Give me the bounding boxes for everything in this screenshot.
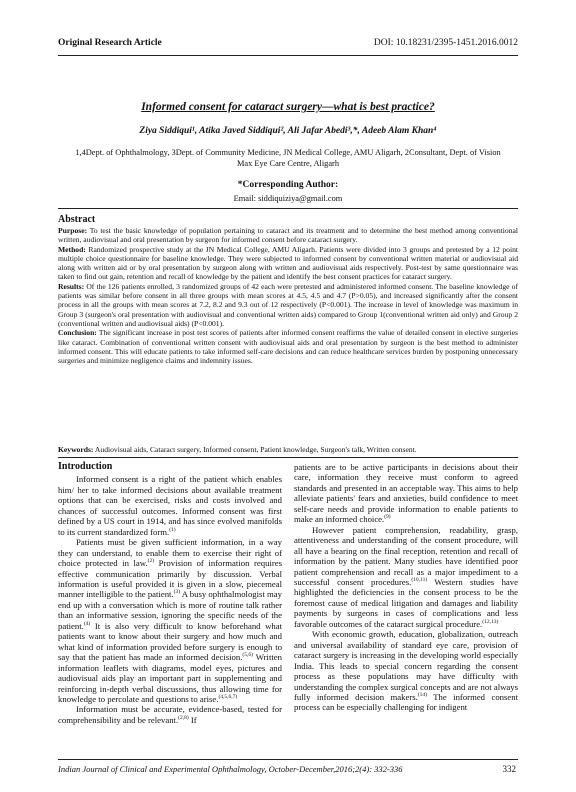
text-run: A busy ophthalmologist may end up with a conversation which is more of routine talk rather than an informative session, ignoring the specific needs of the patient.	[58, 589, 283, 631]
keywords-bottom-rule	[58, 457, 518, 458]
abstract-results	[58, 282, 518, 328]
paragraph	[294, 629, 518, 713]
conclusion-label: Conclusion:	[58, 328, 97, 338]
citation: (1)	[169, 526, 176, 533]
method-text: Randomized prospective study at the JN Medical College, AMU Aligarh. Patients were divided into 3 groups and pretested by a 12 point multiple choice questionnaire for baseline knowledge. They were subjected to informed consent by conventional written material or audiovisual aid along with written aid or by oral presentation by surgeon along with written and audiovisual aids respectively. Post-test by same questionnaire was taken to find out gain, retention and recall of knowledge by the patient and identify the best consent practices for cataract surgery.	[58, 244, 518, 282]
paragraph	[58, 537, 282, 704]
text-run: With economic growth, education, globalization, outreach and universal availability of standard eye care, provision of cataract surgery is increasing in the developing world especially India. This leads to special concern regarding the consent process as these populations may have difficulty with understanding the complex surgical concepts and are not always fully informed decision makers.	[294, 629, 518, 702]
method-label: Method:	[58, 244, 86, 254]
citation: (2,8)	[178, 714, 189, 721]
citation: (14)	[417, 692, 427, 699]
left-column	[58, 462, 282, 725]
text-run: It is also very difficult to know beforehand what patients want to know about their surgery and how much and what kind of information provided before surgery is enough to say that the patient has made an informed decision.	[58, 620, 282, 663]
abstract-conclusion	[58, 328, 518, 365]
abstract-purpose	[58, 226, 518, 245]
citation: (2)	[147, 558, 155, 565]
article-title: Informed consent for cataract surgery—what is best practice?	[141, 101, 435, 113]
abstract-top-rule	[58, 208, 518, 209]
keywords-label: Keywords:	[58, 445, 94, 454]
abstract-heading: Abstract	[58, 214, 96, 225]
text-run: Western studies have highlighted the deficiencies in the consent process to be the foremost cause of medical litigation and damages and liability payments by surgeons in cases of complications and less favorable outcomes of the cataract surgical procedure.	[294, 576, 518, 629]
corresponding-email[interactable]: Email: siddiquiziya@gmail.com	[233, 194, 343, 203]
purpose-text: To test the basic knowledge of population pertaining to cataract and its treatment and to determine the best method among conventional written, audiovisual and oral presentation by surgeon for informed consent before cataract surgery.	[58, 226, 518, 245]
article-type-label: Original Research Article	[58, 38, 162, 48]
keywords-text: Audiovisual aids, Cataract surgery, Informed consent, Patient knowledge, Surgeon's talk, Written consent.	[94, 445, 417, 454]
corresponding-author-label: *Corresponding Author:	[237, 180, 339, 190]
text-run: The informed consent process can be especially challenging for indigent	[294, 691, 518, 713]
text-run: Written information leaflets with diagrams, model eyes, pictures and audiovisual aids play an important part in supplementing and reinforcing in-depth verbal discussions, thus allowing time for knowledge to percolate and questions to arise.	[58, 652, 282, 704]
results-label: Results:	[58, 281, 85, 291]
citation: (12,13)	[482, 618, 499, 625]
right-column	[294, 462, 518, 713]
paragraph	[294, 462, 518, 525]
purpose-label: Purpose:	[58, 226, 88, 235]
text-run: However patient comprehension, readability, grasp, attentiveness and understanding of the consent procedure, will all have a bearing on the final reception, retention and recall of information by the patient. Many studies have identified poor patient comprehension and recall as a major impediment to a successful consent procedures.	[294, 524, 518, 587]
abstract-method	[58, 245, 518, 282]
keywords-line	[58, 445, 518, 454]
text-run: If	[188, 714, 197, 725]
affiliations: 1,4Dept. of Ophthalmology, 3Dept. of Community Medicine, JN Medical College, AMU Aligarh, 2Consultant, Dept. of Vision Max Eye Care Centre, Aligarh	[75, 148, 501, 168]
citation: (4,5,6,7)	[218, 694, 238, 701]
paragraph	[58, 704, 282, 725]
results-text: Of the 126 patients enrolled, 3 randomized groups of 42 each were pretested and administered informed consent. The baseline knowledge of patients was similar before consent in all three groups with mean scores at 4.5, 4.5 and 4.7 (P>0.05), and increased significantly after the consent process in all the groups with mean scores at 7.2, 8.2 and 9.3 out of 12 respectively (P<0.001). The increase in level of knowledge was maximum in Group 3 (surgeon's oral presentation with audiovisual and conventional written aids) compared to Group 1(conventional written aid only) and Group 2 (conventional written and audiovisual aids) (P<0.001).	[58, 281, 518, 328]
journal-citation-footer: Indian Journal of Clinical and Experimental Ophthalmology, October-December,2016;2(4): 332-336	[58, 764, 403, 774]
footer-rule	[58, 759, 518, 760]
page-number: 332	[502, 764, 516, 774]
citation: (9)	[384, 514, 391, 521]
citation: (10,11)	[411, 577, 428, 584]
author-list: Ziya Siddiqui¹, Atika Javed Siddiqui², Ali Jafar Abedi³,*, Adeeb Alam Khan⁴	[139, 126, 437, 136]
conclusion-text: The significant increase in post test scores of patients after informed consent reaffirms the value of detailed consent in elective surgeries like cataract. Combination of conventional written consent with audiovisual aids and oral presentation by surgeon is the best method to administer informed consent. This will educate patients to take informed self-care decisions and can reduce healthcare services burden by postponing unnecessary surgeries and minimize negligence claims and indemnity issues.	[58, 328, 518, 366]
abstract-body	[58, 226, 518, 365]
doi-text[interactable]: DOI: 10.18231/2395-1451.2016.0012	[373, 38, 518, 48]
running-header	[58, 38, 518, 52]
text-run: Informed consent is a right of the patient which enables him/ her to take informed decisions about available treatment options that can be exercised, risks and costs involved and chances of successful outcomes. Informed consent was first defined by a US court in 1914, and has since evolved manifolds to its current standardized form.	[58, 474, 282, 537]
text-run: Provision of information requires effective communication primarily by discussion. Verbal information is useful provided it is given in a slow, piecemeal manner intelligible to the patient.	[58, 558, 282, 600]
citation: (5,6)	[242, 652, 253, 659]
paragraph	[58, 474, 282, 537]
introduction-heading: Introduction	[58, 461, 113, 472]
text-run: Information must be accurate, evidence-based, tested for comprehensibility and be relevant.	[58, 704, 282, 725]
text-run: Patients must be given sufficient information, in a way they can understand, to enable them to exercise their right of choice protected in law.	[58, 537, 282, 569]
paragraph	[294, 525, 518, 630]
header-rule	[58, 55, 518, 56]
citation: (3)	[173, 589, 181, 596]
citation: (4)	[83, 620, 91, 627]
text-run: patients are to be active participants in decisions about their care, information they receive must conform to agreed standards and presented in an acceptable way. This aims to help alleviate patients' fears and anxieties, build confidence to meet self-care needs and provide information to enable patients to make an informed choice.	[294, 462, 518, 525]
